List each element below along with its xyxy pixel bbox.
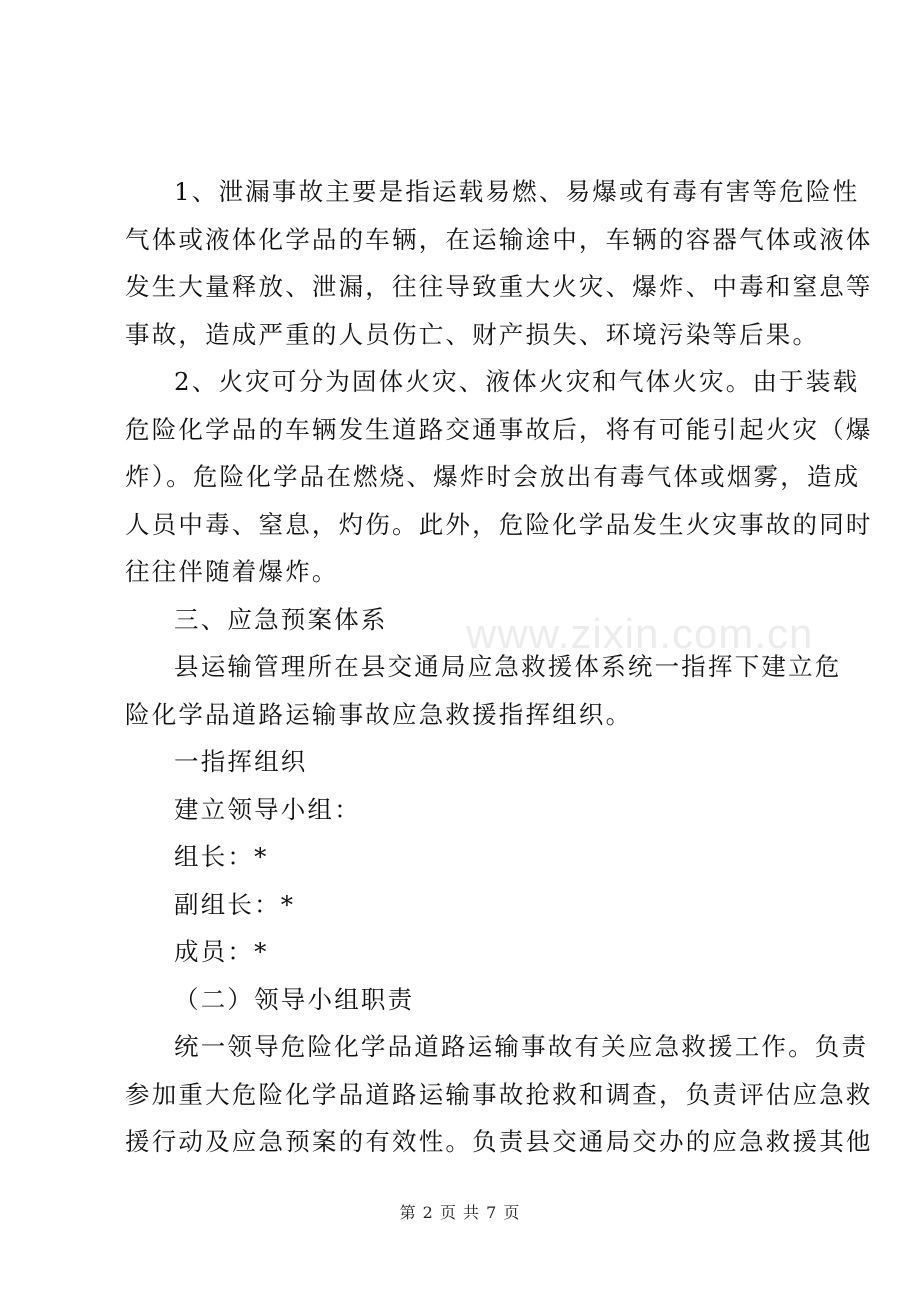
text-line: 发生大量释放、泄漏，往往导致重大火灾、爆炸、中毒和窒息等 [125, 272, 873, 301]
members-line [125, 928, 805, 976]
leadership-group-label [125, 786, 805, 834]
text-line: 组长：* [174, 842, 269, 871]
text-line: 炸）。危险化学品在燃烧、爆炸时会放出有毒气体或烟雾，造成 [125, 462, 861, 491]
text-line: 统一领导危险化学品道路运输事故有关应急救援工作。负责 [174, 1032, 869, 1061]
text-line: 成员：* [174, 937, 269, 966]
text-line: 援行动及应急预案的有效性。负责县交通局交办的应急救援其他 [125, 1127, 873, 1156]
text-line: 往往伴随着爆炸。 [125, 557, 339, 586]
heading-line: 一指挥组织 [174, 747, 308, 776]
text-line: 副组长：* [174, 889, 296, 919]
text-line: 气体或液体化学品的车辆，在运输途中，车辆的容器气体或液体 [125, 224, 873, 254]
paragraph-fire-accident [125, 358, 873, 596]
text-line: 事故，造成严重的人员伤亡、财产损失、环境污染等后果。 [125, 319, 820, 349]
text-line: 险化学品道路运输事故应急救援指挥组织。 [125, 699, 633, 729]
subheading-command [125, 738, 805, 786]
subheading-duties [125, 976, 805, 1024]
text-line: 建立领导小组： [174, 794, 361, 824]
text-line: 2、火灾可分为固体火灾、液体火灾和气体火灾。由于装载 [174, 367, 860, 396]
watermark: www.zixin.com.cn [466, 610, 814, 657]
heading-line: 三、应急预案体系 [174, 604, 388, 634]
page-number-footer: 第 2 页 共 7 页 [399, 1203, 521, 1222]
text-line: 1、泄漏事故主要是指运载易燃、易爆或有毒有害等危险性 [174, 177, 860, 206]
paragraph-leak-accident [125, 168, 873, 358]
deputy-leader-line [125, 881, 805, 929]
document-body [125, 168, 873, 1166]
paragraph-duties [125, 1023, 873, 1166]
text-line: 参加重大危险化学品道路运输事故抢救和调查，负责评估应急救 [125, 1079, 873, 1109]
heading-line: （二）领导小组职责 [174, 984, 415, 1014]
group-leader-line [125, 833, 805, 881]
text-line: 县运输管理所在县交通局应急救援体系统一指挥下建立危 [174, 652, 842, 681]
text-line: 人员中毒、窒息，灼伤。此外，危险化学品发生火灾事故的同时 [125, 509, 873, 539]
text-line: 危险化学品的车辆发生道路交通事故后，将有可能引起火灾（爆 [125, 414, 873, 444]
